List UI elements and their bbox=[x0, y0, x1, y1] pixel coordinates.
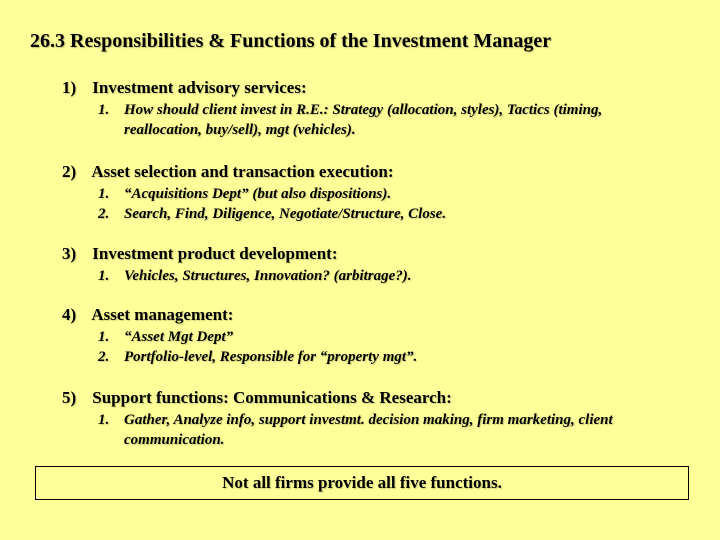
summary-note-box bbox=[35, 466, 689, 500]
list-item bbox=[98, 410, 622, 450]
list-item bbox=[98, 327, 662, 347]
item-number: 1. bbox=[98, 412, 110, 428]
section-asset-selection bbox=[62, 162, 662, 224]
section-number: 3) bbox=[62, 244, 77, 263]
item-number: 1. bbox=[98, 268, 110, 284]
page-title: 26.3 Responsibilities & Functions of the Investment Manager bbox=[30, 30, 552, 52]
section-support-functions bbox=[62, 388, 622, 450]
section-investment-advisory bbox=[62, 78, 622, 140]
item-text: Gather, Analyze info, support investmt. decision making, firm marketing, client communication. bbox=[124, 412, 613, 448]
item-number: 1. bbox=[98, 102, 110, 118]
item-list bbox=[98, 184, 662, 224]
item-text: Portfolio-level, Responsible for “property mgt”. bbox=[124, 349, 418, 365]
item-number: 1. bbox=[98, 329, 110, 345]
item-text: “Asset Mgt Dept” bbox=[124, 329, 234, 345]
list-item bbox=[98, 100, 622, 140]
item-number: 2. bbox=[98, 349, 110, 365]
item-list bbox=[98, 327, 662, 367]
item-text: “Acquisitions Dept” (but also dispositions). bbox=[124, 186, 392, 202]
item-list bbox=[98, 100, 622, 140]
list-item bbox=[98, 266, 662, 286]
section-heading: Asset selection and transaction execution: bbox=[91, 162, 394, 181]
item-text: How should client invest in R.E.: Strategy (allocation, styles), Tactics (timing, reallocation, buy/sell), mgt (vehicles). bbox=[124, 102, 603, 138]
item-list bbox=[98, 410, 622, 450]
section-heading: Support functions: Communications & Research: bbox=[92, 388, 452, 407]
section-number: 2) bbox=[62, 162, 77, 181]
item-text: Search, Find, Diligence, Negotiate/Structure, Close. bbox=[124, 206, 447, 222]
list-item bbox=[98, 204, 662, 224]
section-heading: Investment product development: bbox=[92, 244, 338, 263]
section-heading: Asset management: bbox=[91, 305, 234, 324]
section-heading: Investment advisory services: bbox=[92, 78, 307, 97]
list-item bbox=[98, 184, 662, 204]
section-product-development bbox=[62, 244, 662, 286]
section-asset-management bbox=[62, 305, 662, 367]
section-number: 4) bbox=[62, 305, 77, 324]
item-list bbox=[98, 266, 662, 286]
item-number: 1. bbox=[98, 186, 110, 202]
item-text: Vehicles, Structures, Innovation? (arbitrage?). bbox=[124, 268, 412, 284]
list-item bbox=[98, 347, 662, 367]
summary-note: Not all firms provide all five functions. bbox=[222, 473, 502, 492]
section-number: 1) bbox=[62, 78, 77, 97]
item-number: 2. bbox=[98, 206, 110, 222]
section-number: 5) bbox=[62, 388, 77, 407]
